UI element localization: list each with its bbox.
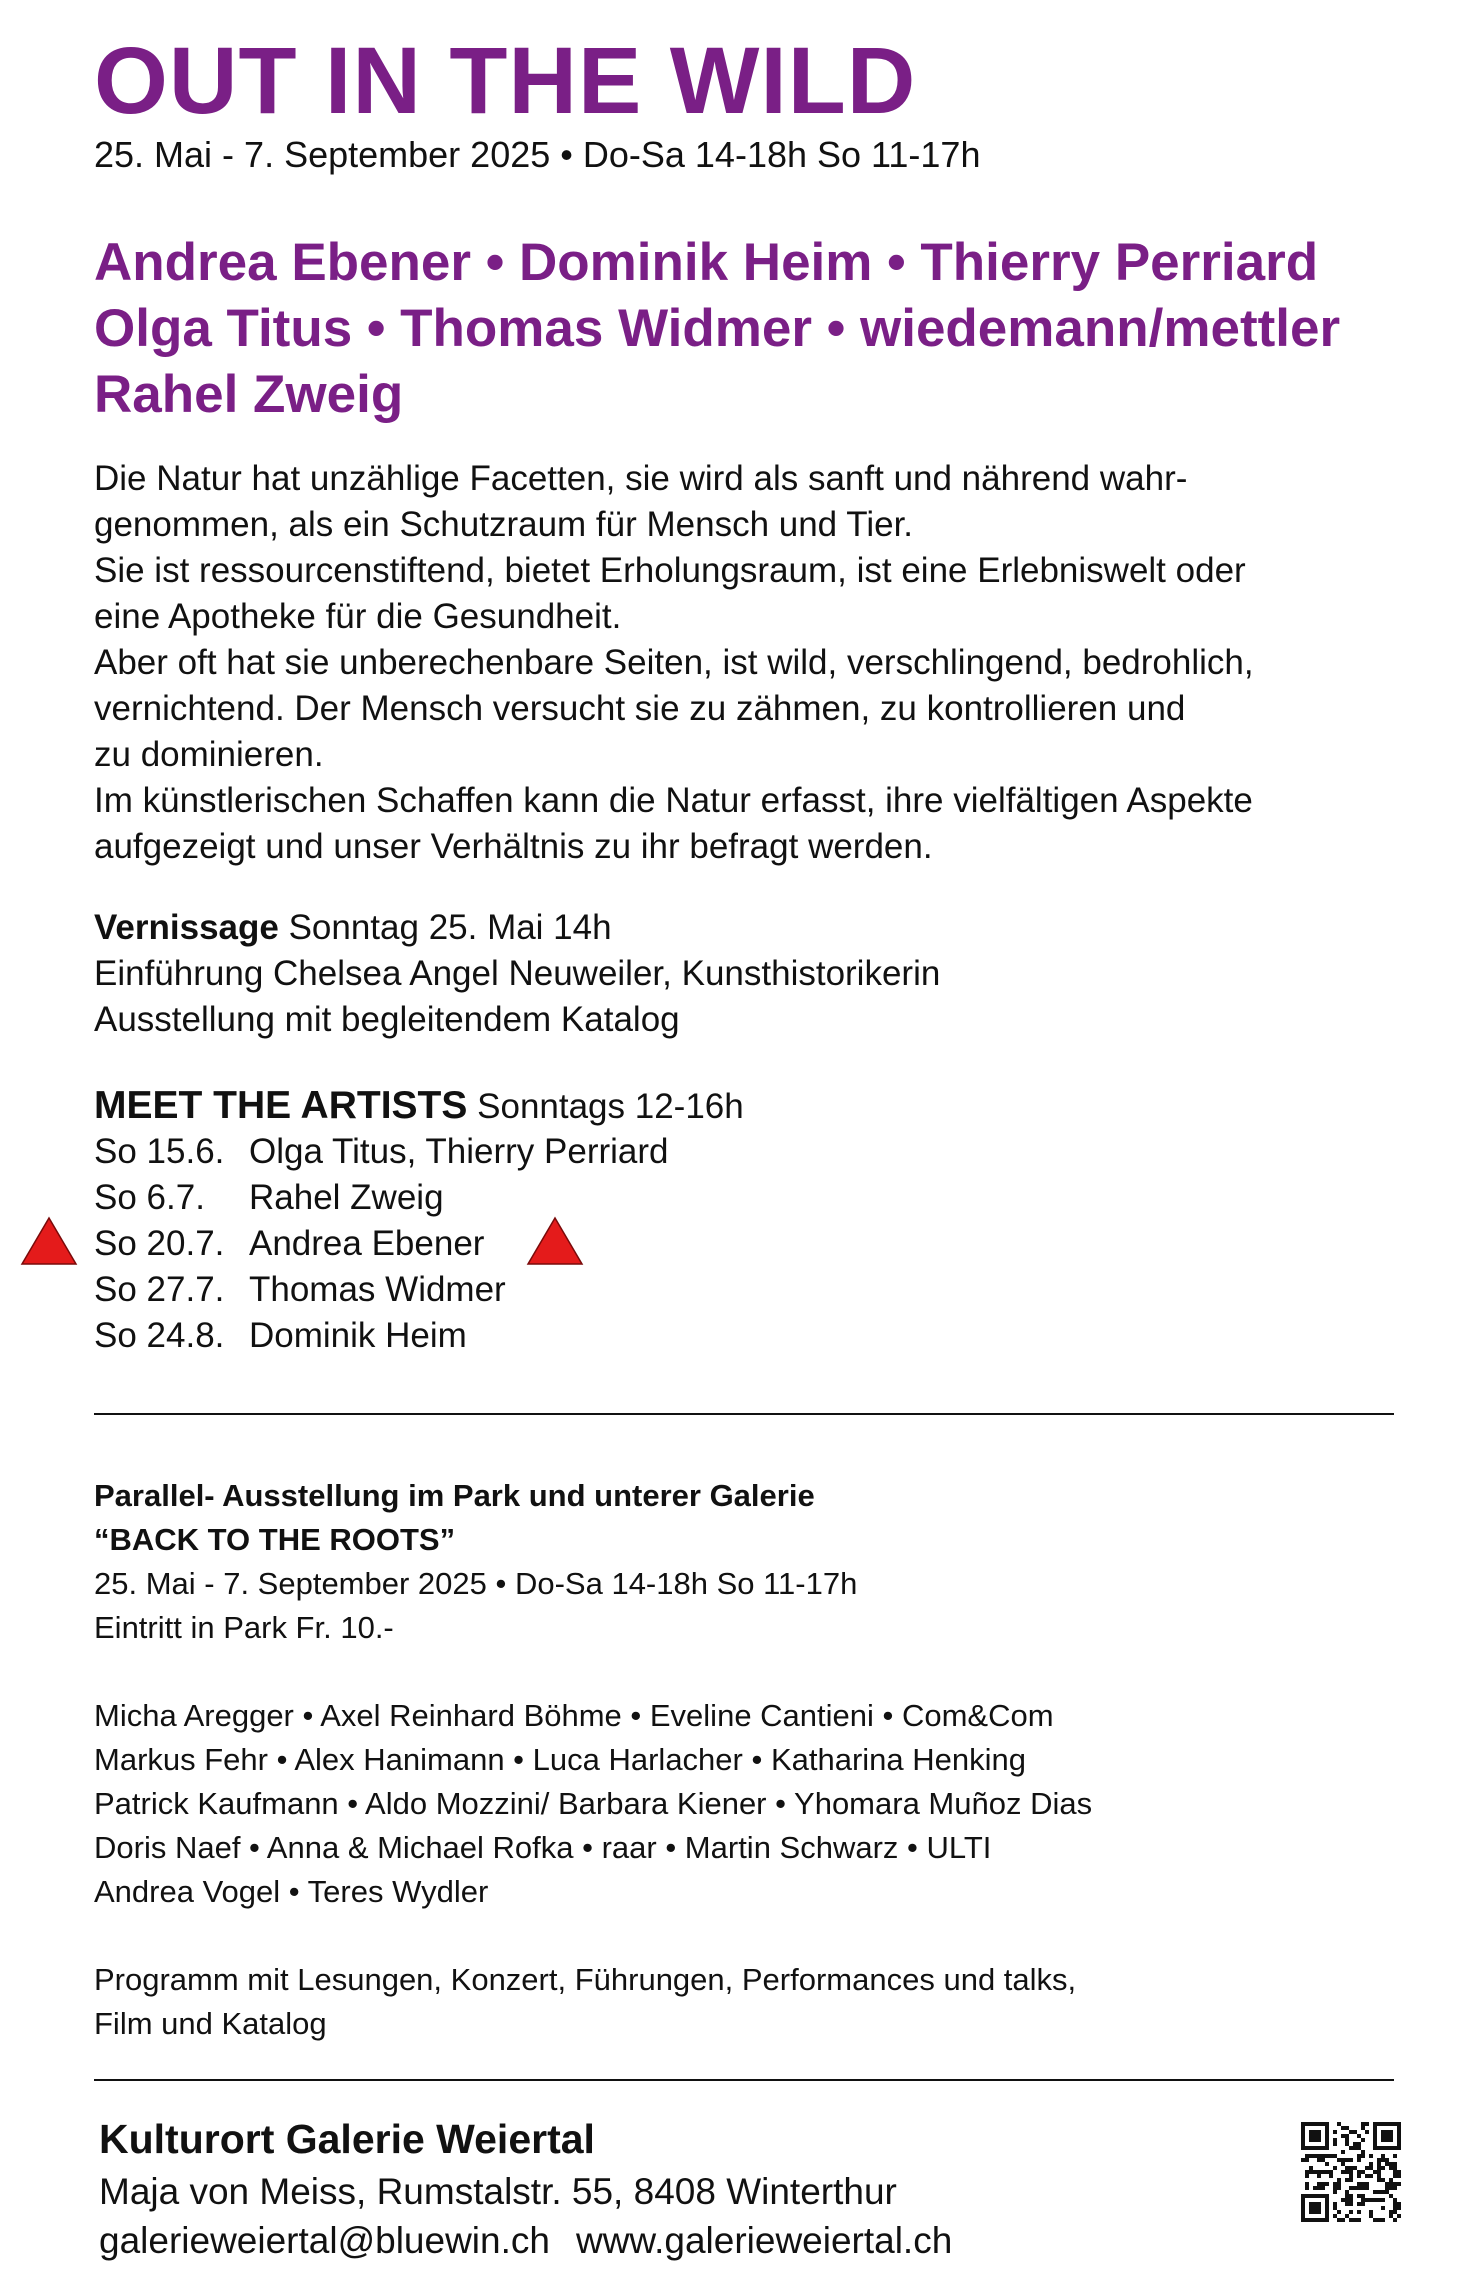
artist-line: Olga Titus • Thomas Widmer • wiedemann/mettler: [94, 299, 1341, 358]
contact-line: [99, 2216, 952, 2266]
description-line: Aber oft hat sie unberechenbare Seiten, ist wild, verschlingend, bedrohlich,: [94, 643, 1254, 682]
qr-code-icon: [1301, 2122, 1401, 2222]
vernissage-label: Vernissage: [94, 908, 279, 947]
website-link[interactable]: www.galerieweiertal.ch: [575, 2220, 953, 2261]
divider: [94, 2079, 1394, 2081]
description-line: zu dominieren.: [94, 735, 324, 774]
meet-label: MEET THE ARTISTS: [94, 1084, 468, 1127]
meet-date-row: [94, 1267, 506, 1313]
vernissage-date: Sonntag 25. Mai 14h: [278, 908, 612, 947]
description-line: Die Natur hat unzählige Facetten, sie wird als sanft und nährend wahr-: [94, 459, 1188, 498]
page-title: OUT IN THE WILD: [94, 28, 917, 134]
venue-name: Kulturort Galerie Weiertal: [99, 2116, 595, 2162]
meet-date: So 6.7.: [94, 1178, 205, 1217]
meet-date-row: [94, 1313, 467, 1359]
meet-date-row: [94, 1175, 444, 1221]
meet-names: Olga Titus, Thierry Perriard: [249, 1132, 669, 1171]
description-line: Sie ist ressourcenstiftend, bietet Erholungsraum, ist eine Erlebniswelt oder: [94, 551, 1246, 590]
description-line: genommen, als ein Schutzraum für Mensch und Tier.: [94, 505, 914, 544]
description-line: vernichtend. Der Mensch versucht sie zu zähmen, zu kontrollieren und: [94, 689, 1186, 728]
meet-names: Rahel Zweig: [249, 1178, 444, 1217]
description-line: Im künstlerischen Schaffen kann die Natur erfasst, ihre vielfältigen Aspekte: [94, 781, 1253, 820]
meet-date: So 20.7.: [94, 1224, 225, 1263]
parallel-artist-line: Patrick Kaufmann • Aldo Mozzini/ Barbara Kiener • Yhomara Muñoz Dias: [94, 1786, 1093, 1821]
venue-address: Maja von Meiss, Rumstalstr. 55, 8408 Winterthur: [99, 2171, 897, 2212]
meet-date: So 27.7.: [94, 1270, 225, 1309]
email-link[interactable]: galerieweiertal@bluewin.ch: [99, 2220, 550, 2261]
parallel-program-line: Programm mit Lesungen, Konzert, Führungen, Performances und talks,: [94, 1962, 1077, 1997]
description-line: eine Apotheke für die Gesundheit.: [94, 597, 622, 636]
artist-line: Andrea Ebener • Dominik Heim • Thierry Perriard: [94, 233, 1319, 292]
vernissage-intro: Einführung Chelsea Angel Neuweiler, Kunsthistorikerin: [94, 954, 941, 993]
meet-time: Sonntags 12-16h: [467, 1087, 744, 1126]
meet-names: Andrea Ebener: [249, 1224, 485, 1263]
parallel-program-line: Film und Katalog: [94, 2006, 327, 2041]
meet-date: So 24.8.: [94, 1316, 225, 1355]
divider: [94, 1413, 1394, 1415]
parallel-artist-line: Micha Aregger • Axel Reinhard Böhme • Eveline Cantieni • Com&Com: [94, 1698, 1054, 1733]
parallel-artist-line: Markus Fehr • Alex Hanimann • Luca Harlacher • Katharina Henking: [94, 1742, 1026, 1777]
parallel-artist-line: Andrea Vogel • Teres Wydler: [94, 1874, 489, 1909]
exhibition-dates: 25. Mai - 7. September 2025 • Do-Sa 14-18h So 11-17h: [94, 134, 981, 175]
artist-line: Rahel Zweig: [94, 365, 404, 424]
triangle-marker-icon: [526, 1216, 584, 1266]
parallel-artist-line: Doris Naef • Anna & Michael Rofka • raar • Martin Schwarz • ULTI: [94, 1830, 992, 1865]
parallel-title: “BACK TO THE ROOTS”: [94, 1522, 456, 1557]
meet-date-row: [94, 1221, 484, 1267]
meet-date-row: [94, 1129, 669, 1175]
meet-date: So 15.6.: [94, 1132, 225, 1171]
parallel-heading: Parallel- Ausstellung im Park und unterer Galerie: [94, 1478, 815, 1513]
meet-heading: [94, 1083, 744, 1130]
parallel-dates: 25. Mai - 7. September 2025 • Do-Sa 14-18h So 11-17h: [94, 1566, 858, 1601]
meet-names: Thomas Widmer: [249, 1270, 506, 1309]
vernissage-line: [94, 905, 612, 951]
parallel-entry: Eintritt in Park Fr. 10.-: [94, 1610, 394, 1645]
triangle-marker-icon: [20, 1216, 78, 1266]
description-line: aufgezeigt und unser Verhältnis zu ihr befragt werden.: [94, 827, 933, 866]
meet-names: Dominik Heim: [249, 1316, 467, 1355]
vernissage-catalog: Ausstellung mit begleitendem Katalog: [94, 1000, 680, 1039]
